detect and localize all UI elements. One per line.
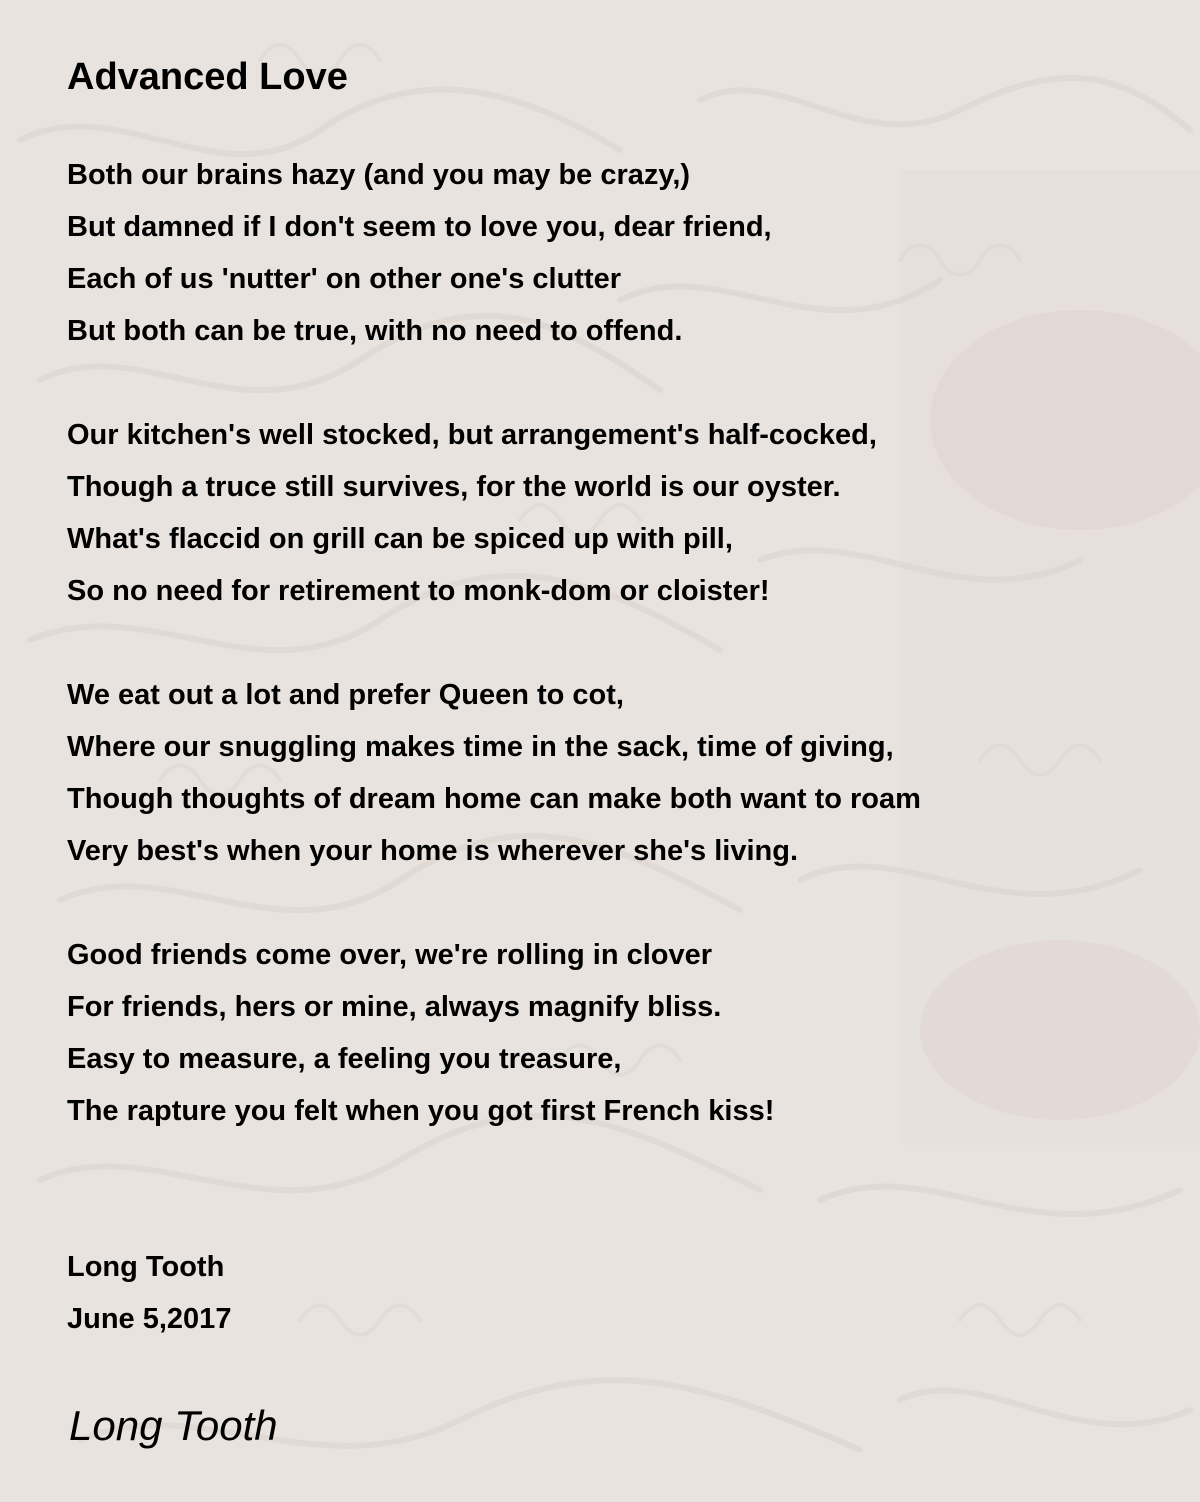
poem-line: We eat out a lot and prefer Queen to cot,: [67, 679, 624, 711]
poem-title: Advanced Love: [67, 56, 348, 98]
poem-line: Each of us 'nutter' on other one's clutter: [67, 263, 622, 295]
poem-line: The rapture you felt when you got first French kiss!: [67, 1095, 775, 1127]
poem-line: Where our snuggling makes time in the sack, time of giving,: [67, 731, 894, 763]
poem-line: Easy to measure, a feeling you treasure,: [67, 1043, 622, 1075]
poem-line: Both our brains hazy (and you may be crazy,): [67, 159, 691, 191]
signature-block: [67, 1241, 231, 1345]
signature-date: June 5,2017: [67, 1303, 232, 1335]
stanza-2: [67, 409, 877, 617]
poem-line: For friends, hers or mine, always magnify bliss.: [67, 991, 722, 1023]
stanza-4: [67, 929, 774, 1137]
poem-line: But damned if I don't seem to love you, dear friend,: [67, 211, 772, 243]
poem-line: So no need for retirement to monk-dom or cloister!: [67, 575, 770, 607]
poem-line: But both can be true, with no need to offend.: [67, 315, 683, 347]
poem-line: Very best's when your home is wherever she's living.: [67, 835, 799, 867]
poem-line: Though a truce still survives, for the world is our oyster.: [67, 471, 841, 503]
poem-line: Though thoughts of dream home can make both want to roam: [67, 783, 921, 815]
stanza-3: [67, 669, 921, 877]
poem-line: Our kitchen's well stocked, but arrangement's half-cocked,: [67, 419, 877, 451]
stanza-1: [67, 149, 772, 357]
signature-name: Long Tooth: [67, 1251, 225, 1283]
author-name: Long Tooth: [69, 1402, 278, 1449]
poem-line: Good friends come over, we're rolling in clover: [67, 939, 713, 971]
poem-line: What's flaccid on grill can be spiced up with pill,: [67, 523, 733, 555]
